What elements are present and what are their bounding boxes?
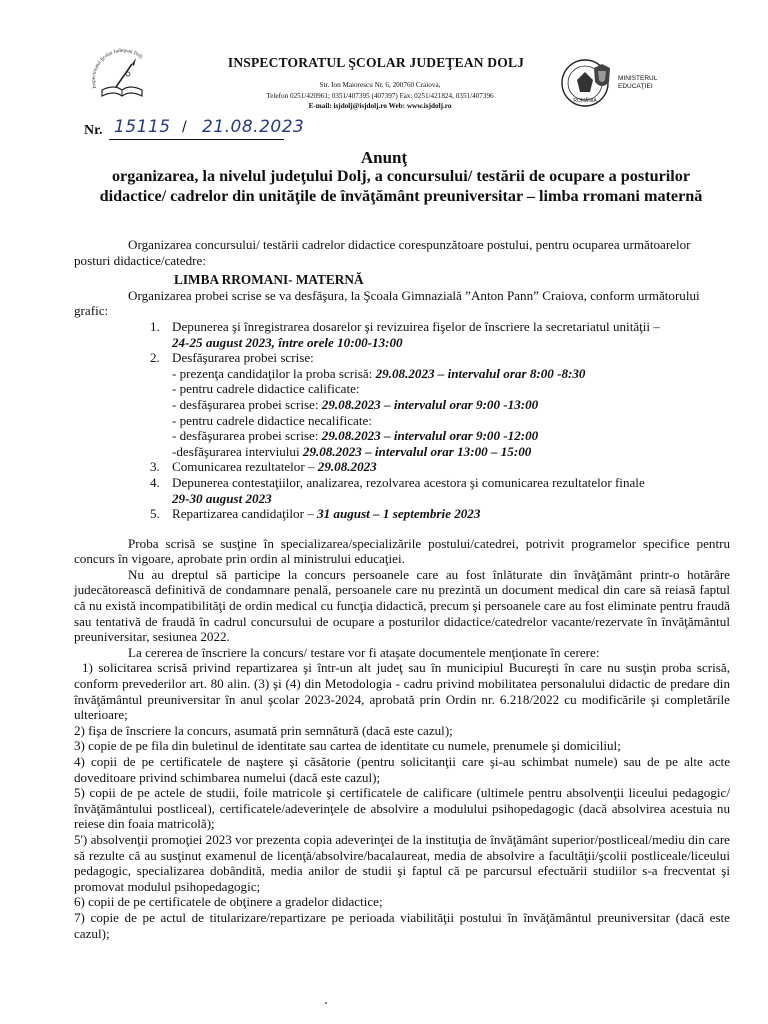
sub-item: - desfăşurarea probei scrise: 29.08.2023 – intervalul orar 9:00 -13:00 [172,396,539,412]
doc-item-1: 1) solicitarea scrisă privind repartizarea şi într-un alt judeţ sau în municipiul Bucureşti în care nu susţin proba scrisă, conform prevederilor art. 80 alin. (3) şi (4) din Metodologia - cadru privind mobilitatea personalului didactic de predare din învăţământul preuniversitar în anul şcolar 2023-2024, aprobată prin Ordin nr. 6.218/2022 cu modificările şi completările ulterioare; [74,660,730,723]
registration-line [84,117,334,143]
doc-item-6: 6) copii de pe certificatele de obţinere a gradelor didactice; [74,894,383,910]
institution-name: INSPECTORATUL ŞCOLAR JUDEŢEAN DOLJ [227,55,525,70]
doc-item-4: 4) copii de pe certificatele de naştere şi căsătorie (pentru solicitanţii care şi-au schimbat numele) sau de pe alte acte doveditoare privind schimbarea numelui (dacă este cazul); [74,754,730,785]
schedule-list [74,319,730,522]
registration-separator: / [182,119,188,135]
registration-date: 21.08.2023 [202,117,305,137]
doc-item-3: 3) copie de pe fila din buletinul de identitate sau cartea de identitate cu numele, prenumele şi domiciliul; [74,738,621,754]
announce-subtitle: organizarea, la nivelul judeţului Dolj, a concursului/ testării de ocupare a posturilor didactice/ cadrelor din unităţile de învăţământ preuniversitar – limba rromani maternă [99,167,703,205]
sub-item: - pentru cadrele didactice necalificate: [172,412,372,428]
list-item: 4. Depunerea contestaţiilor, analizarea, rezolvarea acestora şi comunicarea rezultatelor finale 29-30 august 2023 [150,474,645,506]
email-web: E-mail: isjdolj@isjdolj.ro Web: www.isjdolj.ro [308,102,452,110]
doc-item-7: 7) copie de pe actul de titularizare/repartizare pe perioada viabilităţii postului în învăţământul preuniversitar (dacă este cazul); [74,909,730,941]
list-item: 1. Depunerea şi înregistrarea dosarelor şi revizuirea fişelor de înscriere la secretariatul unităţii – 24-25 august 2023, între orele 10:00-13:00 [150,318,660,350]
sub-item: - desfăşurarea probei scrise: 29.08.2023 – intervalul orar 9:00 -12:00 [172,428,539,444]
phone: Telefon 0251/420961; 0351/407395 (407397) Fax: 0251/421824, 0351/407396 [266,91,494,100]
document-body [74,237,730,941]
list-item: 2. Desfăşurarea probei scrise: [150,350,314,366]
paragraph-proba: Proba scrisă se susţine în specializarea/specializările postului/catedrei, potrivit programelor specifice pentru concurs în vigoare, aprobate prin ordin al ministrului educaţiei. [74,535,730,567]
doc-item-5: 5) copii de pe actele de studii, foile matricole şi certificatele de calificare (ultimele pentru absolvenţii liceului pedagogic/învăţământului postliceal), certificatele/adeverinţele de absolvire a modulului psihopedagogic (dacă absolvirea acestuia nu reiese din foaia matricolă); [74,785,730,832]
paragraph-cerere: La cererea de înscriere la concurs/ testare vor fi ataşate documentele menţionate în cerere: [128,644,600,660]
list-item: 3. Comunicarea rezultatelor – 29.08.2023 [150,459,377,475]
seal-text: ROMÂNIA [573,98,597,104]
announce-heading: Anunţ [360,148,408,167]
nr-label: Nr. [84,123,103,138]
sub-item: - prezenţa candidaţilor la proba scrisă: 29.08.2023 – intervalul orar 8:00 -8:30 [172,365,586,381]
registration-number: 15115 [114,117,171,137]
coat-of-arms-icon [590,62,614,92]
sub-item: - pentru cadrele didactice calificate: [172,381,360,397]
schedule-intro: Organizarea probei scrise se va desfăşura, la Şcoala Gimnazială ”Anton Pann” Craiova, conform următorului grafic: [74,287,700,319]
doc-item-2: 2) fişa de înscriere la concurs, asumată prin semnătură (dacă este cazul); [74,722,453,738]
paragraph-drept: Nu au dreptul să participe la concurs persoanele care au fost înlăturate din învăţământ printr-o hotărâre judecătorească definitivă de condamnare penală, persoanele care nu prezintă un document medical din care să reiasă faptul că nu există incompatibilităţi de ordin medical cu funcţia didactică, precum şi persoanele care au fost eliminate pentru fraudă sau tentativă de fraudă în cadrul concursului de ocupare a posturilor didactice/catedrelor vacante/rezervate în învăţământul preuniversitar, sesiunea 2022. [74,566,730,645]
scan-speck [325,1002,327,1004]
contact-block [200,80,560,112]
sub-item: -desfăşurarea interviului 29.08.2023 – intervalul orar 13:00 – 15:00 [172,443,532,459]
address: Str. Ion Maiorescu Nr. 6, 200760 Craiova, [319,81,441,89]
ministry-name: MINISTERUL EDUCAŢIEI [618,75,658,90]
isj-logo-icon [84,40,160,116]
letterhead [0,0,768,120]
subject-heading: LIMBA RROMANI- MATERNĂ [174,272,364,288]
logo-left-text: Inspectoratul Şcolar Judeţean Dolj [90,47,144,90]
svg-text:Inspectoratul Şcolar Judeţean [91,48,144,89]
registration-underline [109,139,284,140]
doc-item-5-prime: 5') absolvenţii promoţiei 2023 vor prezenta copia adeverinţei de la instituţia de învăţământ superior/postliceal/mediu din care să rezulte că au susţinut examenul de licenţă/absolvire/bacalaureat, media de absolvire a facultăţii/şcolii postliceale/liceului pedagogic, specializarea dobândită, media anilor de studii şi faptul că pe parcursul efectuării studiilor s-a frecventat şi promovat modulul psihopedagogic; [74,831,730,894]
list-item: 5. Repartizarea candidaţilor – 31 august – 1 septembrie 2023 [150,506,481,522]
intro-paragraph: Organizarea concursului/ testării cadrelor didactice corespunzătoare postului, pentru ocuparea următoarelor posturi didactice/catedre: [74,237,691,268]
